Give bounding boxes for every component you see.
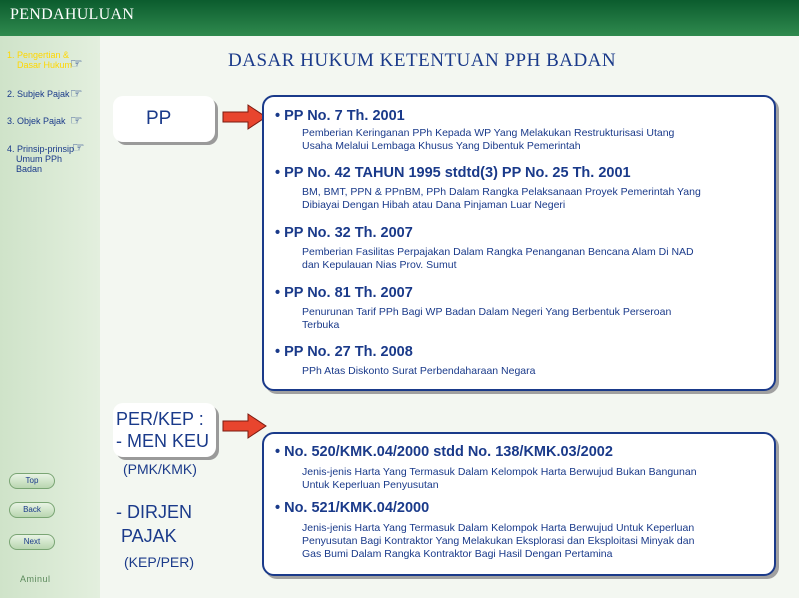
author-label: Aminul <box>20 574 51 584</box>
sidebar-item-prinsip[interactable] <box>7 144 74 174</box>
back-button[interactable]: Back <box>9 502 55 518</box>
sidebar-item-label: 3. Objek Pajak <box>7 116 66 126</box>
pp-item-title: • PP No. 42 TAHUN 1995 stdtd(3) PP No. 25 Th. 2001 <box>275 165 631 181</box>
pointing-hand-icon: ☞ <box>72 139 85 155</box>
page-title: DASAR HUKUM KETENTUAN PPH BADAN <box>228 50 617 71</box>
sidebar-item-label: 2. Subjek Pajak <box>7 89 70 99</box>
top-button[interactable]: Top <box>9 473 55 489</box>
kmk-item-title: • No. 520/KMK.04/2000 stdd No. 138/KMK.03/2002 <box>275 444 613 460</box>
pp-item-desc-line: Terbuka <box>302 319 340 331</box>
kmk-item-desc-line: Gas Bumi Dalam Rangka Kontraktor Bagi Hasil Dengan Pertamina <box>302 548 613 560</box>
pp-item-desc <box>302 127 674 153</box>
sidebar-item-subjek-pajak[interactable] <box>7 89 70 99</box>
pointing-hand-icon: ☞ <box>70 85 83 101</box>
pp-item-desc-line: Dibiayai Dengan Hibah atau Dana Pinjaman Luar Negeri <box>302 199 566 211</box>
pp-item-title: • PP No. 27 Th. 2008 <box>275 344 413 360</box>
perkep-label <box>116 408 209 452</box>
pp-item-desc <box>302 246 694 272</box>
pp-item-desc-line: Penurunan Tarif PPh Bagi WP Badan Dalam Negeri Yang Berbentuk Perseroan <box>302 306 672 318</box>
pp-item-desc-line: Pemberian Fasilitas Perpajakan Dalam Rangka Penanganan Bencana Alam Di NAD <box>302 246 694 258</box>
pp-item-desc-line: Pemberian Keringanan PPh Kepada WP Yang Melakukan Restrukturisasi Utang <box>302 127 675 139</box>
kmk-item-desc-line: Untuk Keperluan Penyusutan <box>302 479 439 491</box>
sidebar-item-label: Badan <box>16 164 43 174</box>
pointing-hand-icon: ☞ <box>70 55 83 71</box>
pp-item-title: • PP No. 7 Th. 2001 <box>275 108 405 124</box>
sidebar-item-label: 1. Pengertian & <box>7 50 70 60</box>
next-button[interactable]: Next <box>9 534 55 550</box>
pp-item-desc-line: BM, BMT, PPN & PPnBM, PPh Dalam Rangka Pelaksanaan Proyek Pemerintah Yang <box>302 186 701 198</box>
kmk-item-desc-line: Penyusutan Bagi Kontraktor Yang Melakukan Eksplorasi dan Eksploitasi Minyak dan <box>302 535 695 547</box>
menkeu-line: - MEN KEU <box>116 431 210 451</box>
pp-item-desc-line: dan Kepulauan Nias Prov. Sumut <box>302 259 457 271</box>
pmk-label: (PMK/KMK) <box>123 461 197 477</box>
pp-label: PP <box>146 108 172 129</box>
dirjen-line: - DIRJEN <box>116 502 192 522</box>
pp-item-desc-line: Usaha Melalui Lembaga Khusus Yang Dibentuk Pemerintah <box>302 140 581 152</box>
pointing-hand-icon: ☞ <box>70 112 83 128</box>
dirjen-label <box>116 500 192 548</box>
pp-item-desc <box>302 365 535 378</box>
kmk-item-desc-line: Jenis-jenis Harta Yang Termasuk Dalam Kelompok Harta Berwujud Bukan Bangunan <box>302 466 697 478</box>
kmk-item-desc <box>302 466 697 492</box>
pp-item-title: • PP No. 81 Th. 2007 <box>275 285 413 301</box>
sidebar-item-label: Umum PPh <box>16 154 63 164</box>
pajak-line: PAJAK <box>121 526 177 546</box>
sidebar-item-label: Dasar Hukum <box>17 60 73 70</box>
pp-item-desc-line: PPh Atas Diskonto Surat Perbendaharaan Negara <box>302 365 536 377</box>
sidebar-item-objek-pajak[interactable] <box>7 116 66 126</box>
sidebar-item-pengertian[interactable] <box>7 50 72 70</box>
sidebar-item-label: 4. Prinsip-prinsip <box>7 144 75 154</box>
pp-item-desc <box>302 186 701 212</box>
slide-header-title: PENDAHULUAN <box>10 6 135 23</box>
right-arrow-icon <box>222 413 268 439</box>
perkep-line: PER/KEP : <box>116 409 204 429</box>
kmk-item-desc-line: Jenis-jenis Harta Yang Termasuk Dalam Kelompok Harta Berwujud Untuk Keperluan <box>302 522 695 534</box>
kmk-item-desc <box>302 522 694 561</box>
kmk-item-title: • No. 521/KMK.04/2000 <box>275 500 430 516</box>
pp-item-desc <box>302 306 671 332</box>
kep-label: (KEP/PER) <box>124 554 195 570</box>
pp-item-title: • PP No. 32 Th. 2007 <box>275 225 413 241</box>
